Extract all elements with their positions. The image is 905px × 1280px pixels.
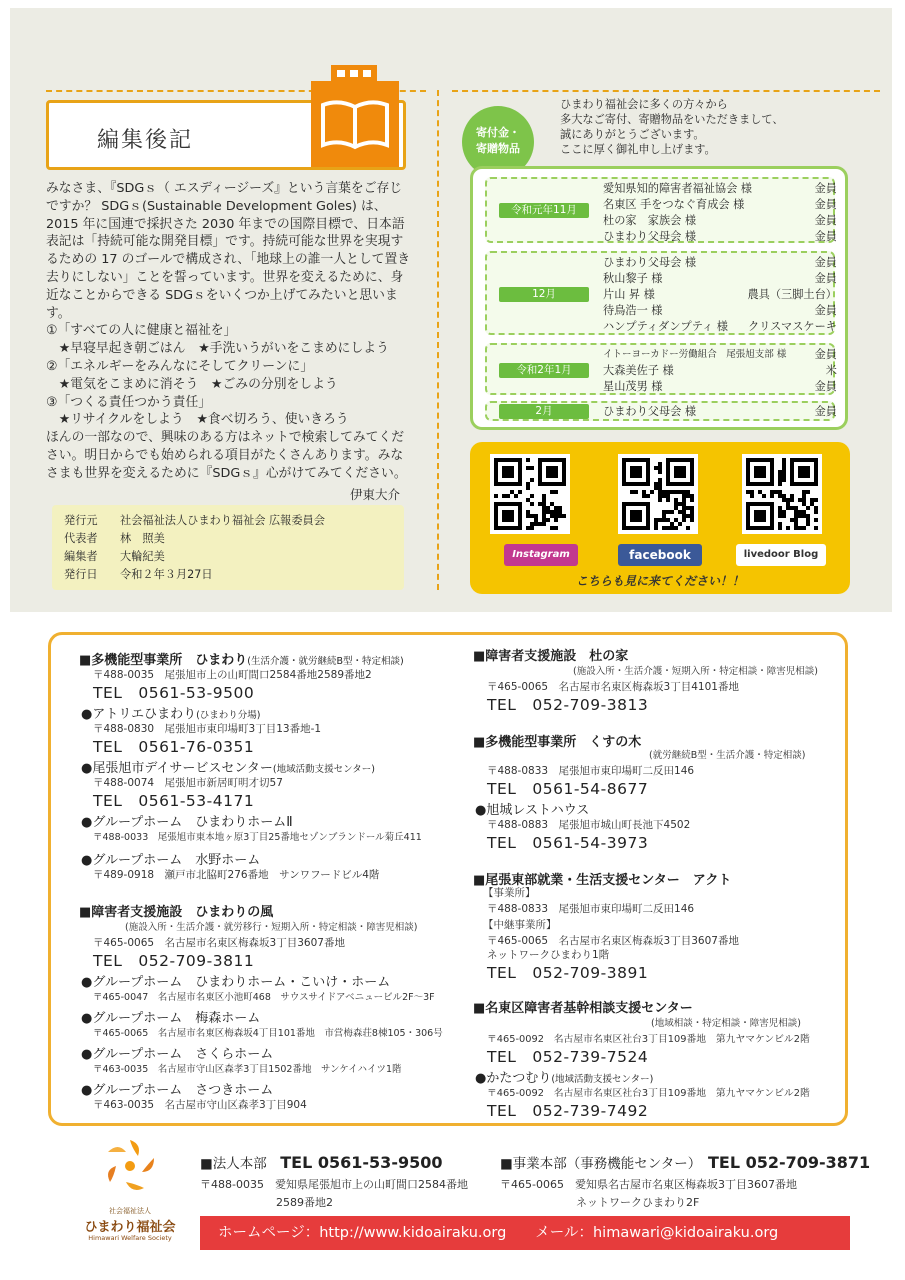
donation-group <box>485 401 835 421</box>
donation-period: 2月 <box>499 404 589 419</box>
facility-address: 〒463-0035 名古屋市守山区森孝3丁目904 <box>93 1099 307 1111</box>
facility-sublabel: 【中継事業所】 <box>483 919 557 931</box>
facility-name: ●グループホーム さくらホーム <box>81 1047 274 1062</box>
donation-row: ひまわり父母会 様 金員 <box>603 256 837 269</box>
facility-name: ■障害者支援施設 ひまわりの風 <box>79 905 274 920</box>
donation-period: 令和元年11月 <box>499 203 589 218</box>
facility-name: ●グループホーム 梅森ホーム <box>81 1011 261 1026</box>
dashed-divider <box>452 90 880 92</box>
donation-row: ひまわり父母会 様 金員 <box>603 230 837 243</box>
colophon-row <box>64 512 392 530</box>
facility-tel: TEL 0561-54-8677 <box>487 780 649 798</box>
donation-row: 杜の家 家族会 様 金員 <box>603 214 837 227</box>
facility-address: 〒488-0883 尾張旭市城山町長池下4502 <box>487 819 691 831</box>
blog-button[interactable]: livedoor Blog <box>736 544 826 566</box>
colophon-value: 林 照美 <box>120 532 165 545</box>
badge-line: 寄贈物品 <box>476 142 520 155</box>
facility-note: (施設入所・生活介護・短期入所・特定相談・障害児相談) <box>573 666 818 677</box>
facility-address: 〒465-0065 名古屋市名東区梅森坂3丁目3607番地 <box>487 935 739 947</box>
office-address: ネットワークひまわり2F <box>576 1196 700 1209</box>
dashed-divider <box>437 90 439 590</box>
facility-name: ●グループホーム さつきホーム <box>81 1083 274 1098</box>
author: 伊東大介 <box>350 487 401 502</box>
colophon-value: 令和２年３月27日 <box>120 568 213 581</box>
facility-name: ■名東区障害者基幹相談支援センター <box>473 1001 693 1016</box>
facebook-button[interactable]: facebook <box>618 544 702 566</box>
facility-address: 〒465-0092 名古屋市名東区社台3丁目109番地 第九ヤマケンビル2階 <box>487 1088 810 1099</box>
badge-line: 寄付金・ <box>476 126 520 139</box>
facility-tel: TEL 052-739-7492 <box>487 1102 649 1120</box>
donation-group <box>485 343 835 395</box>
facility-name: ●グループホーム ひまわりホームⅡ <box>81 815 293 830</box>
instagram-button[interactable]: Instagram <box>504 544 578 566</box>
contact-banner[interactable]: ホームページ：http://www.kidoairaku.org メール：himawari@kidoairaku.org <box>200 1216 850 1250</box>
facility-tel: TEL 052-709-3813 <box>487 696 649 714</box>
donation-list <box>470 166 848 430</box>
facility-tel: TEL 0561-53-4171 <box>93 792 255 810</box>
logo-english: Himawari Welfare Society <box>88 1234 172 1242</box>
donation-row: イトーヨーカドー労働組合 尾張旭支部 様 金員 <box>603 348 837 361</box>
facility-address: 〒465-0092 名古屋市名東区社台3丁目109番地 第九ヤマケンビル2階 <box>487 1034 810 1045</box>
facility-address: 〒488-0035 尾張旭市上の山町間口2584番地2589番地2 <box>93 669 372 681</box>
editor-body: みなさま、『SDGｓ（ エスディージーズ』という言葉をご存じですか？ SDGｓ(Sustainable Development Goles) は、2015 年に国連で採択さた 2030 年までの国際目標で、日本語表記は「持続可能な開発目標」です。持続可能な世界を実現するための 17 のゴールで構成され、「地球上の誰一人として置き去りにしない」ことを誓っています。世界を変えるために、身近なことからできる SDGｓをいくつか上げてみたいと思います。 ①「すべての人に健康と福祉を」 ★早寝早起き朝ごはん ★手洗いうがいをこまめにしよう ②「エネルギーをみんなにそしてクリーンに」 ★電気をこまめに消そう ★ごみの分別をしよう ③「つくる責任つかう責任」 ★リサイクルをしよう ★食べ切ろう、使いきろう ほんの一部なので、興味のある方はネットで検索してみてください。明日からでも始められる項目がたくさんあります。みなさまも世界を変えるために『SDGｓ』心がけてみてください。 <box>46 181 411 481</box>
facility-name: ■多機能型事業所 ひまわり(生活介護・就労継続B型・特定相談) <box>79 653 404 668</box>
facility-address: 〒465-0065 名古屋市名東区梅森坂3丁目4101番地 <box>487 681 739 693</box>
hq-address: 2589番地2 <box>276 1196 333 1209</box>
facility-name: ●グループホーム ひまわりホーム・こいけ・ホーム <box>81 975 391 990</box>
facility-note: (就労継続B型・生活介護・特定相談) <box>649 750 806 761</box>
facility-address: 〒488-0830 尾張旭市東印場町3丁目13番地-1 <box>93 723 322 735</box>
facility-tel: TEL 052-709-3891 <box>487 964 649 982</box>
sns-caption: こちらも見に来てください！！ <box>575 574 744 588</box>
editor-header <box>46 100 406 170</box>
colophon-value: 大輪紀美 <box>120 550 165 563</box>
facility-name: ■尾張東部就業・生活支援センター アクト <box>473 873 732 888</box>
facility-address: 〒463-0035 名古屋市守山区森孝3丁目1502番地 サンケイハイツ1階 <box>93 1064 402 1075</box>
facility-directory <box>48 632 848 1126</box>
colophon-key: 発行元 <box>64 514 98 527</box>
colophon-value: 社会福祉法人ひまわり福祉会 広報委員会 <box>120 514 325 527</box>
facility-name: ●グループホーム 水野ホーム <box>81 853 261 868</box>
hq-heading: ■法人本部 TEL 0561-53-9500 <box>200 1153 443 1172</box>
donation-row: ひまわり父母会 様 金員 <box>603 405 837 418</box>
facility-sublabel: 【事業所】 <box>483 887 536 899</box>
himawari-logo <box>80 1132 180 1252</box>
facility-address: 〒465-0065 名古屋市名東区梅森坂4丁目101番地 市営梅森荘8棟105・306号 <box>93 1028 443 1039</box>
facility-name: ●かたつむり(地域活動支援センター) <box>475 1071 654 1086</box>
office-address: 〒465-0065 愛知県名古屋市名東区梅森坂3丁目3607番地 <box>500 1178 797 1191</box>
donation-row: 愛知県知的障害者福祉協会 様 金員 <box>603 182 837 195</box>
blog-qr-code[interactable] <box>742 454 822 534</box>
facility-address: 〒489-0918 瀬戸市北脇町276番地 サンワフードビル4階 <box>93 869 380 881</box>
colophon-row <box>64 530 392 548</box>
facility-tel: TEL 052-739-7524 <box>487 1048 649 1066</box>
thanks-message: ひまわり福祉会に多くの方々から 多大なご寄付、寄贈物品をいただきまして、 誠にありがとうございます。 ここに厚く御礼申し上げます。 <box>560 98 784 156</box>
donation-row: 星山茂男 様 金員 <box>603 380 837 393</box>
colophon-key: 発行日 <box>64 568 98 581</box>
colophon-row <box>64 548 392 566</box>
facility-note: (施設入所・生活介護・就労移行・短期入所・特定相談・障害児相談) <box>125 922 418 933</box>
facility-tel: TEL 0561-54-3973 <box>487 834 649 852</box>
donation-row: 待鳥浩一 様 金員 <box>603 304 837 317</box>
hq-address: 〒488-0035 愛知県尾張旭市上の山町間口2584番地 <box>200 1178 468 1191</box>
donation-row: 大森美佐子 様 米 <box>603 364 837 377</box>
facility-address: ネットワークひまわり1階 <box>487 949 610 961</box>
donation-group <box>485 177 835 243</box>
facebook-qr-code[interactable] <box>618 454 698 534</box>
office-heading: ■事業本部（事務機能センター） TEL 052-709-3871 <box>500 1153 871 1172</box>
donation-row: ハンプティダンプティ 様 クリスマスケーキ <box>603 320 837 333</box>
facility-name: ●旭城レストハウス <box>475 803 590 818</box>
colophon-key: 代表者 <box>64 532 98 545</box>
donation-group <box>485 251 835 335</box>
facility-tel: TEL 0561-76-0351 <box>93 738 255 756</box>
logo-title: ひまわり福祉会 <box>84 1220 176 1235</box>
donation-row: 名東区 手をつなぐ育成会 様 金員 <box>603 198 837 211</box>
facility-name: ■障害者支援施設 杜の家 <box>473 649 629 664</box>
facility-name: ■多機能型事業所 くすの木 <box>473 735 642 750</box>
donation-period: 令和2年1月 <box>499 363 589 378</box>
book-icon <box>311 81 399 167</box>
sns-panel <box>470 442 850 594</box>
facility-address: 〒488-0033 尾張旭市東本地ヶ原3丁目25番地セゾンブランドール菊丘411 <box>93 832 422 843</box>
donation-row: 片山 昇 様 農具（三脚土台） <box>603 288 837 301</box>
editor-title: 編集後記 <box>97 128 194 153</box>
donation-period: 12月 <box>499 287 589 302</box>
logo-subtitle: 社会福祉法人 <box>109 1207 151 1215</box>
facility-tel: TEL 0561-53-9500 <box>93 684 255 702</box>
facility-address: 〒465-0065 名古屋市名東区梅森坂3丁目3607番地 <box>93 937 345 949</box>
instagram-qr-code[interactable] <box>490 454 570 534</box>
sunflower-icon <box>98 1134 162 1198</box>
facility-name: ●尾張旭市デイサービスセンター(地域活動支援センター) <box>81 761 375 776</box>
facility-address: 〒488-0833 尾張旭市東印場町二反田146 <box>487 765 695 777</box>
facility-address: 〒488-0074 尾張旭市新居町明才切57 <box>93 777 283 789</box>
facility-address: 〒488-0833 尾張旭市東印場町二反田146 <box>487 903 695 915</box>
colophon <box>52 505 404 590</box>
colophon-key: 編集者 <box>64 550 98 563</box>
facility-address: 〒465-0047 名古屋市名東区小池町468 サウスサイドアベニュービル2F～3F <box>93 992 435 1003</box>
facility-note: (地域相談・特定相談・障害児相談) <box>651 1018 801 1029</box>
facility-tel: TEL 052-709-3811 <box>93 952 255 970</box>
facility-name: ●アトリエひまわり(ひまわり分場) <box>81 707 261 722</box>
donation-row: 秋山黎子 様 金員 <box>603 272 837 285</box>
colophon-row <box>64 566 392 584</box>
